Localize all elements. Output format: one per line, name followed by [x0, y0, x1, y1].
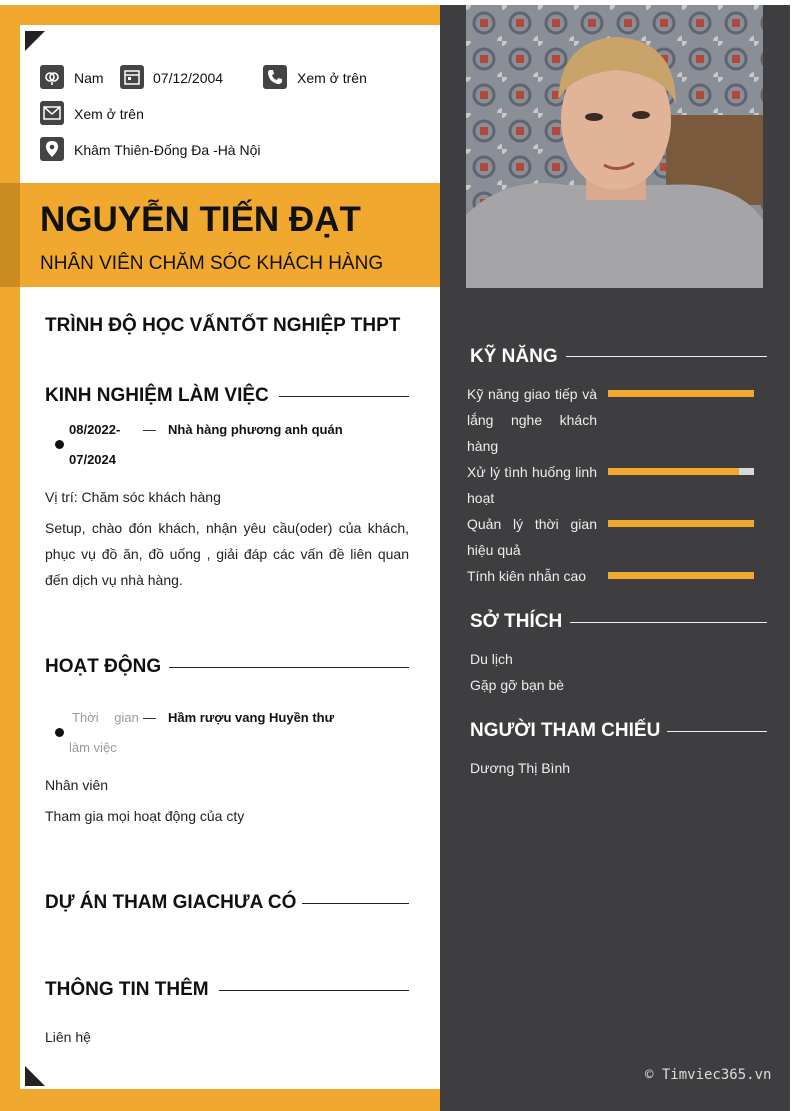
act-time-line1: Thời gian	[72, 710, 139, 725]
banner-tab	[0, 183, 20, 287]
act-time-line2: làm việc	[69, 740, 117, 755]
skill-bar-fill	[608, 468, 739, 475]
skill-bar	[608, 520, 754, 527]
exp-dash: —	[143, 422, 156, 437]
act-dash: —	[143, 710, 156, 725]
skill-label: Xử lý tình huống linh hoạt	[467, 464, 597, 506]
email-icon	[40, 101, 64, 125]
hobby-item: Gặp gỡ bạn bè	[470, 677, 565, 693]
exp-description: Setup, chào đón khách, nhận yêu cầu(oder) của khách, phục vụ đồ ăn, đồ uống , giải đáp các vấn đề liên quan đến dịch vụ nhà hàng.	[45, 520, 409, 588]
calendar-icon	[120, 65, 144, 89]
phone-text: Xem ở trên	[297, 70, 367, 86]
skill-bar	[608, 390, 754, 397]
experience-rule	[279, 396, 409, 397]
education-heading: TRÌNH ĐỘ HỌC VẤNTỐT NGHIỆP THPT	[45, 315, 401, 336]
projects-heading: DỰ ÁN THAM GIACHƯA CÓ	[45, 892, 297, 913]
reference-name: Dương Thị Bình	[470, 760, 571, 776]
dob-text: 07/12/2004	[153, 70, 224, 86]
skills-rule	[566, 356, 767, 357]
timeline-dot	[55, 440, 64, 449]
skill-bar-fill	[608, 520, 754, 527]
skill-bar-fill	[608, 572, 754, 579]
skills-heading: KỸ NĂNG	[470, 346, 558, 367]
location-icon	[40, 137, 64, 161]
profile-photo	[466, 5, 763, 288]
skill-label: Kỹ năng giao tiếp và lắng nghe khách hàng	[467, 386, 597, 454]
candidate-name: NGUYỄN TIẾN ĐẠT	[40, 200, 361, 239]
more-info-heading: THÔNG TIN THÊM	[45, 979, 209, 1000]
projects-rule	[302, 903, 409, 904]
references-rule	[667, 731, 767, 732]
job-title: NHÂN VIÊN CHĂM SÓC KHÁCH HÀNG	[40, 253, 384, 274]
activities-heading: HOẠT ĐỘNG	[45, 656, 162, 677]
corner-triangle-top	[25, 31, 45, 51]
references-heading: NGƯỜI THAM CHIẾU	[470, 720, 661, 741]
skill-bar	[608, 468, 754, 475]
corner-triangle-bottom	[25, 1066, 45, 1086]
exp-company: Nhà hàng phương anh quán	[168, 422, 343, 437]
skill-bar-fill	[608, 390, 754, 397]
exp-period-end: 07/2024	[69, 452, 116, 467]
skill-label: Quản lý thời gian hiệu quả	[467, 516, 597, 558]
exp-position: Vị trí: Chăm sóc khách hàng	[45, 489, 221, 505]
activities-rule	[169, 667, 409, 668]
hobby-item: Du lịch	[470, 651, 513, 667]
address-text: Khâm Thiên-Đống Đa -Hà Nội	[74, 142, 261, 158]
exp-period-start: 08/2022-	[69, 422, 121, 437]
skill-bar	[608, 572, 754, 579]
timeline-dot	[55, 728, 64, 737]
gender-text: Nam	[74, 70, 104, 86]
gender-icon	[40, 65, 64, 89]
footer-watermark: © Timviec365.vn	[645, 1067, 772, 1083]
more-info-text: Liên hệ	[45, 1029, 91, 1045]
more-info-rule	[219, 990, 409, 991]
hobbies-rule	[570, 622, 767, 623]
act-role: Nhân viên	[45, 777, 109, 793]
experience-heading: KINH NGHIỆM LÀM VIỆC	[45, 385, 269, 406]
act-description: Tham gia mọi hoạt động của cty	[45, 808, 245, 824]
hobbies-heading: SỞ THÍCH	[470, 611, 563, 632]
skill-label: Tính kiên nhẫn cao	[467, 568, 587, 584]
act-organization: Hầm rượu vang Huyền thư	[168, 710, 335, 725]
email-text: Xem ở trên	[74, 106, 144, 122]
phone-icon	[263, 65, 287, 89]
